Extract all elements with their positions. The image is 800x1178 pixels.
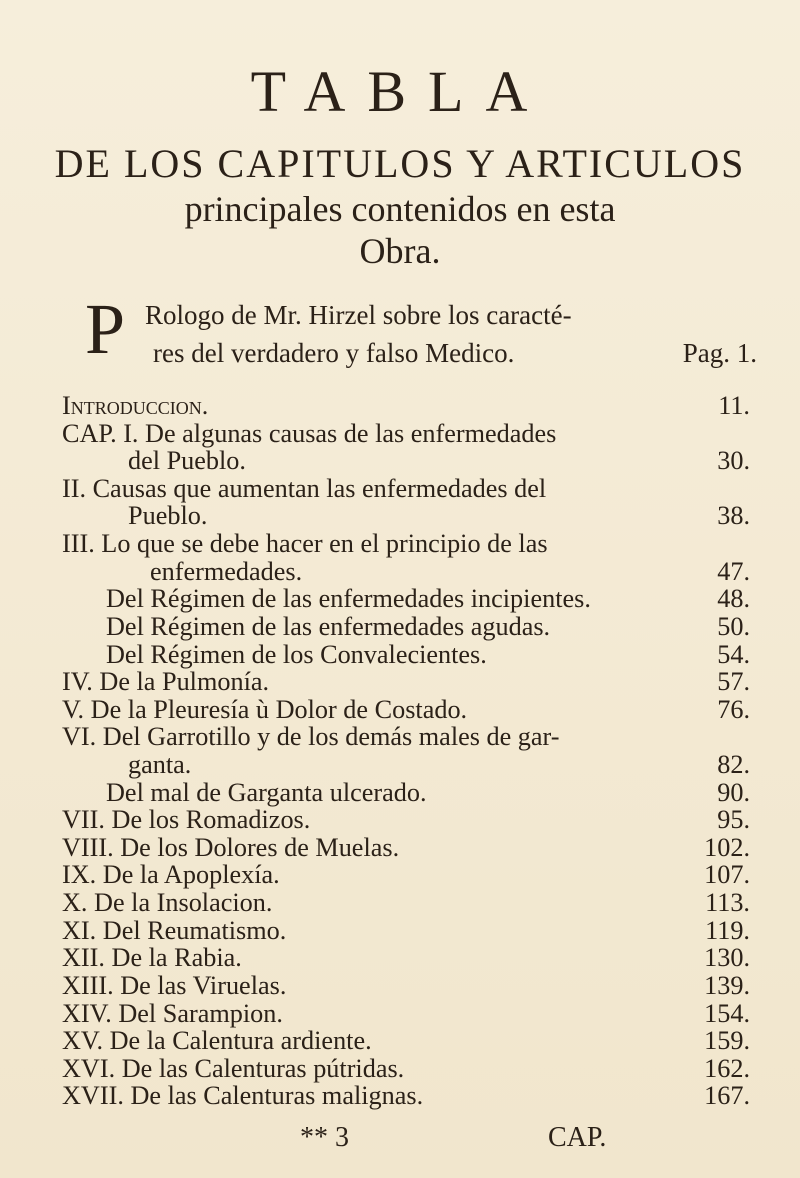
toc-entry-text: Del Régimen de las enfermedades incipientes. (106, 584, 591, 614)
drop-cap: P (85, 289, 126, 369)
toc-entry (0, 972, 800, 1000)
toc-entry-text: Pueblo. (128, 501, 208, 531)
page-subtitle-line2: principales contenidos en esta (184, 189, 616, 229)
page-footer (0, 1122, 800, 1162)
page-title: TABLA (250, 59, 550, 124)
toc-entry-page: 48. (717, 584, 750, 614)
toc-entry-page: 159. (704, 1026, 750, 1056)
toc-entry-text: Introduccion. (62, 391, 209, 420)
toc-entry-page: 30. (717, 446, 750, 476)
toc-entry (0, 1000, 800, 1028)
prologo-line1: Rologo de Mr. Hirzel sobre los caracté- (145, 300, 572, 330)
page-subtitle: DE LOS CAPITULOS Y ARTICULOS (54, 141, 746, 186)
toc-entry-text: XVII. De las Calenturas malignas. (62, 1081, 424, 1111)
toc-entry (0, 861, 800, 889)
toc-entry (0, 475, 800, 503)
toc-entry-text: VII. De los Romadizos. (62, 805, 311, 835)
toc-entry (0, 447, 800, 475)
toc-entry-text: enfermedades. (150, 556, 303, 586)
toc-entry-page: 130. (704, 943, 750, 973)
toc-entry (0, 917, 800, 945)
toc-entry (0, 502, 800, 530)
toc-entry-text: XV. De la Calentura ardiente. (62, 1026, 372, 1056)
toc-entry-text: Del Régimen de las enfermedades agudas. (106, 611, 551, 641)
toc-entry-text: X. De la Insolacion. (62, 888, 273, 918)
toc-entry-page: 90. (717, 777, 750, 807)
toc-entry-page: 50. (717, 611, 750, 641)
toc-entry (0, 641, 800, 669)
toc-entry-page: 113. (705, 888, 750, 918)
prologo-page-number: Pag. 1. (682, 338, 757, 368)
toc-entry-text: VIII. De los Dolores de Muelas. (62, 832, 400, 862)
toc-entry (0, 420, 800, 448)
toc-entry (0, 779, 800, 807)
page-subtitle-line3: Obra. (359, 231, 441, 271)
toc-entry (0, 834, 800, 862)
toc-entry-text: CAP. I. De algunas causas de las enfermedades (62, 418, 557, 448)
toc-entry-page: 119. (705, 915, 750, 945)
toc-entry-page: 107. (704, 860, 750, 890)
toc-entry (0, 668, 800, 696)
prologo-line2: res del verdadero y falso Medico. (153, 338, 515, 368)
toc-entry-page: 95. (717, 805, 750, 835)
toc-entry-text: VI. Del Garrotillo y de los demás males de gar- (62, 722, 560, 752)
toc-entry-text: XIII. De las Viruelas. (62, 970, 287, 1000)
toc-entry-text: IV. De la Pulmonía. (62, 667, 270, 697)
toc-entry (0, 806, 800, 834)
toc-entry-text: Del Régimen de los Convalecientes. (106, 639, 487, 669)
toc-entry-text: II. Causas que aumentan las enfermedades del (62, 473, 547, 503)
toc-entry-text: XI. Del Reumatismo. (62, 915, 287, 945)
toc-entry (0, 751, 800, 779)
toc-entry (0, 530, 800, 558)
toc-entry (0, 696, 800, 724)
toc-entry-text: V. De la Pleuresía ù Dolor de Costado. (62, 694, 468, 724)
toc-entry-page: 139. (704, 970, 750, 1000)
toc-entry-page: 11. (718, 391, 750, 420)
toc-entry-text: del Pueblo. (128, 446, 246, 476)
toc-entry-page: 38. (717, 501, 750, 531)
toc-entry-text: XII. De la Rabia. (62, 943, 242, 973)
toc-entry (0, 1055, 800, 1083)
toc-entry-page: 76. (717, 694, 750, 724)
toc-entry-page: 102. (704, 832, 750, 862)
toc-entry-page: 167. (704, 1081, 750, 1111)
catchword: CAP. (548, 1122, 607, 1153)
toc-entry (0, 1082, 800, 1110)
toc-entry (0, 585, 800, 613)
signature-mark: ** 3 (300, 1122, 349, 1153)
toc-entry-page: 154. (704, 998, 750, 1028)
toc-entry (0, 723, 800, 751)
toc-entry (0, 889, 800, 917)
toc-entry-text: IX. De la Apoplexía. (62, 860, 280, 890)
toc-entry-text: ganta. (128, 750, 192, 779)
toc-entry (0, 944, 800, 972)
toc-entry-page: 57. (717, 667, 750, 697)
toc-entry-page: 47. (717, 556, 750, 586)
toc-entry-page: 82. (717, 750, 750, 779)
toc-entry-text: Del mal de Garganta ulcerado. (106, 777, 427, 807)
toc-entry (0, 558, 800, 586)
toc-entry (0, 1027, 800, 1055)
toc-entry-text: XIV. Del Sarampion. (62, 998, 283, 1028)
toc-entry (0, 392, 800, 420)
toc-entry-text: III. Lo que se debe hacer en el principio de las (62, 529, 548, 559)
toc-entry-page: 162. (704, 1053, 750, 1083)
toc-entry-text: XVI. De las Calenturas pútridas. (62, 1053, 405, 1083)
toc-entry-page: 54. (717, 639, 750, 669)
toc-entry (0, 613, 800, 641)
